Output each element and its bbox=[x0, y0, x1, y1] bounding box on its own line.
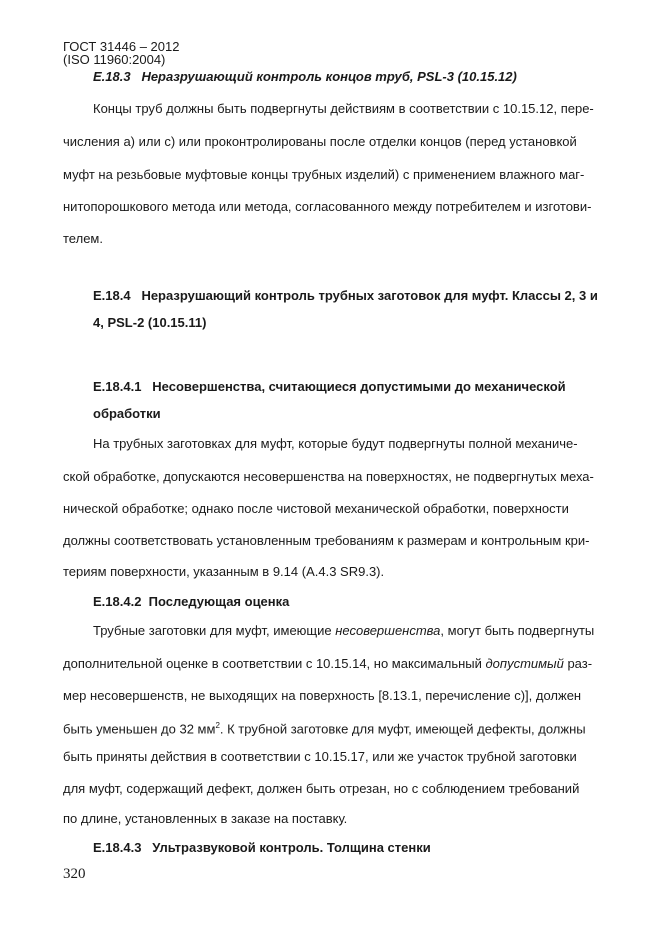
section-heading-e18-4 bbox=[93, 288, 598, 304]
text-run: . К трубной заготовке для муфт, имеющей дефекты, должны bbox=[219, 721, 586, 737]
paragraph-line: быть приняты действия в соответствии с 10.15.17, или же участок трубной заготовки bbox=[63, 749, 577, 764]
section-title: Несовершенства, считающиеся допустимыми до механической bbox=[152, 379, 566, 394]
section-number: E.18.4.3 bbox=[93, 840, 142, 855]
paragraph-line: муфт на резьбовые муфтовые концы трубных изделий) с применением влажного маг- bbox=[63, 167, 585, 182]
standard-code: ГОСТ 31446 – 2012 bbox=[63, 39, 180, 54]
section-title-continued: обработки bbox=[93, 406, 161, 421]
paragraph-line: териям поверхности, указанным в 9.14 (А.4.3 SR9.3). bbox=[63, 564, 385, 579]
section-title: Ультразвуковой контроль. Толщина стенки bbox=[152, 840, 431, 855]
section-heading-e18-3 bbox=[93, 69, 517, 85]
section-number: E.18.4.1 bbox=[93, 379, 142, 394]
paragraph-line: по длине, установленных в заказе на поставку. bbox=[63, 811, 348, 826]
section-heading-e18-4-3 bbox=[93, 840, 431, 856]
text-run: , могут быть подвергнуты bbox=[440, 623, 595, 638]
section-title: Неразрушающий контроль трубных заготовок для муфт. Классы 2, 3 и bbox=[141, 288, 598, 303]
paragraph-line: нитопорошкового метода или метода, согласованного между потребителем и изготови- bbox=[63, 199, 592, 214]
superscript: 2 bbox=[215, 721, 220, 730]
text-run: раз- bbox=[563, 656, 593, 671]
text-run: быть уменьшен до 32 мм bbox=[63, 721, 216, 737]
section-number: E.18.3 bbox=[93, 69, 131, 84]
paragraph-line: ской обработке, допускаются несовершенства на поверхностях, не подвергнутых меха- bbox=[63, 469, 594, 484]
paragraph-line: для муфт, содержащий дефект, должен быть отрезан, но с соблюдением требований bbox=[63, 781, 580, 796]
paragraph-line bbox=[63, 718, 586, 737]
italic-term: несовершенства bbox=[335, 623, 441, 638]
paragraph-line: Концы труб должны быть подвергнуты действиям в соответствии с 10.15.12, пере- bbox=[93, 101, 594, 116]
paragraph-line: должны соответствовать установленным требованиям к размерам и контрольным кри- bbox=[63, 533, 590, 548]
text-run: дополнительной оценке в соответствии с 10.15.14, но максимальный bbox=[63, 656, 486, 671]
page-number: 320 bbox=[63, 866, 86, 882]
paragraph-line: нической обработке; однако после чистовой механической обработки, поверхности bbox=[63, 501, 569, 516]
iso-reference: (ISO 11960:2004) bbox=[63, 52, 166, 67]
paragraph-line: мер несовершенств, не выходящих на поверхность [8.13.1, перечисление с)], должен bbox=[63, 688, 582, 703]
section-title: Неразрушающий контроль концов труб, PSL-3 (10.15.12) bbox=[141, 69, 517, 84]
paragraph-line bbox=[63, 656, 592, 672]
paragraph-line bbox=[93, 623, 594, 639]
section-heading-e18-4-1 bbox=[93, 379, 566, 395]
section-number: E.18.4.2 bbox=[93, 594, 142, 609]
section-heading-e18-4-2 bbox=[93, 594, 289, 610]
italic-term: допустимый bbox=[485, 656, 564, 671]
paragraph-line: телем. bbox=[63, 231, 103, 246]
text-run: Трубные заготовки для муфт, имеющие bbox=[93, 623, 336, 638]
section-title: Последующая оценка bbox=[148, 594, 290, 609]
section-title-continued: 4, PSL-2 (10.15.11) bbox=[93, 315, 207, 330]
paragraph-line: На трубных заготовках для муфт, которые будут подвергнуты полной механиче- bbox=[93, 436, 578, 451]
section-number: E.18.4 bbox=[93, 288, 131, 303]
paragraph-line: числения а) или с) или проконтролированы после отделки концов (перед установкой bbox=[63, 134, 577, 149]
